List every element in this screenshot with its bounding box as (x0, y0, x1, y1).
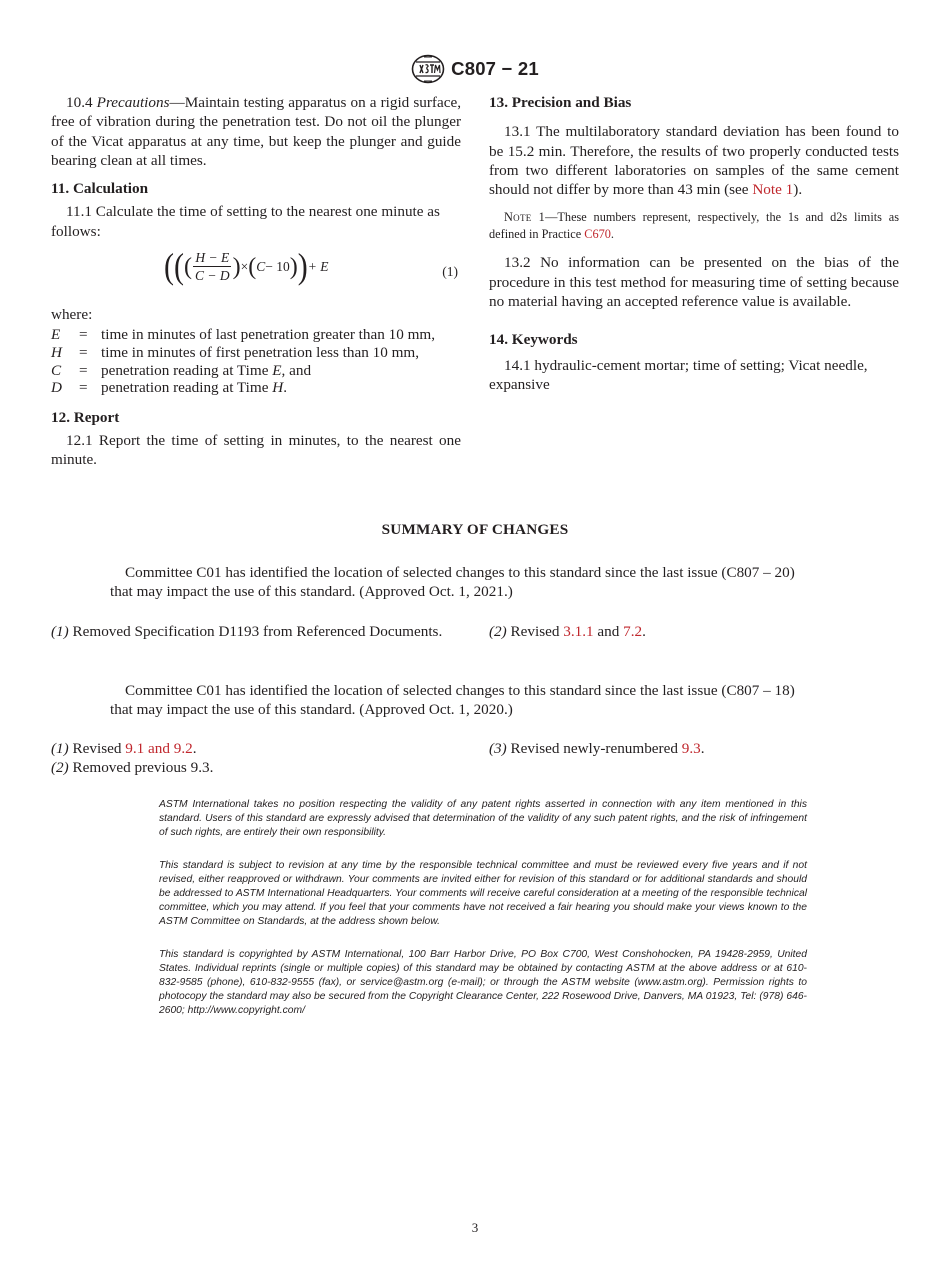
where-label: where: (51, 306, 93, 324)
committee-line: that may impact the use of this standard. (Approved Oct. 1, 2021.) (110, 583, 513, 601)
definition-text: time in minutes of last penetration greater than 10 mm, (101, 326, 436, 344)
equation-fraction (193, 249, 232, 284)
committee-line: Committee C01 has identified the location of selected changes to this standard since the last issue (C807 – 18) (125, 682, 795, 699)
link-9-3[interactable]: 9.3 (681, 740, 701, 757)
page-header (0, 52, 950, 86)
heading-report: 12. Report (51, 408, 120, 426)
change-item: (2) Revised 3.1.1 and 7.2. (489, 623, 646, 640)
paragraph-14-1: 14.1 hydraulic-cement mortar; time of setting; Vicat needle, expansive (489, 356, 868, 393)
definition-symbol: H (51, 343, 62, 361)
c670-link[interactable]: C670 (584, 227, 611, 242)
change-list-2021-left (51, 622, 461, 641)
equation-multiply: × (240, 258, 249, 274)
heading-precision-bias: 13. Precision and Bias (489, 94, 632, 111)
definition-symbol: C (51, 361, 62, 379)
equation-minus10: − 10 (265, 258, 290, 274)
change-list-2021-right (489, 622, 899, 641)
summary-of-changes-title: SUMMARY OF CHANGES (381, 521, 569, 538)
note-label: Note 1 (504, 210, 546, 225)
equation-body: ( ( ( $\frac{H - E}{C - D}$ ) × ( C − 10 ) ) + E (164, 246, 329, 286)
heading-calculation: 11. Calculation (51, 180, 149, 198)
right-column (489, 93, 899, 394)
equation-plus-e: + E (307, 258, 329, 274)
equation-1 (51, 243, 461, 299)
paragraph-13-1: 13.1 The multilaboratory standard deviation has been found to be 15.2 min. Therefore, the results of two properly conducted tests from two different laboratories on samples of the same cement should not differ by more than 43 min (see Note 1). (489, 123, 899, 199)
paragraph-11-1: 11.1 Calculate the time of setting to the nearest one minute as follows: (51, 203, 440, 240)
definition-equals: = (79, 343, 88, 361)
section-10-4 (51, 93, 461, 170)
definition-equals: = (79, 379, 88, 397)
section-number: 10.4 (66, 94, 93, 111)
definition-equals: = (79, 326, 88, 344)
equation-denominator: C − D (195, 268, 230, 284)
revision-notice: This standard is subject to revision at any time by the responsible technical committee and must be reviewed every five years and if not revised, either reapproved or withdrawn. Your comments are invited either for revision of this standard or for additional standards and should be addressed to ASTM International Headquarters. Your comments will receive careful consideration at a meeting of the responsible technical committee, which you may attend. If you feel that your comments have not received a fair hearing you should make your views known to the ASTM Committee on Standards, at the address shown below. (159, 860, 807, 927)
note-1-link[interactable]: Note 1 (752, 181, 794, 199)
definition-row (51, 362, 461, 380)
definition-row (51, 344, 461, 362)
section-text: —Maintain testing apparatus on a rigid surface, free of vibration during the penetration test. Do not oil the plunger of the Vicat apparatus at any time, but keep the plunger and guide bearing clean at all times. (51, 94, 461, 169)
heading-keywords: 14. Keywords (489, 331, 578, 349)
change-item: (3) Revised newly-renumbered 9.3. (489, 740, 705, 757)
definition-equals: = (79, 361, 88, 379)
definition-text: penetration reading at Time H. (101, 379, 288, 397)
page-number: 3 (471, 1220, 479, 1235)
definition-symbol: D (51, 379, 62, 397)
standard-designation: C807 − 21 (451, 58, 539, 79)
note-1: Note 1—These numbers represent, respectively, the 1s and d2s limits as defined in Practice C670. (489, 210, 899, 242)
committee-line: that may impact the use of this standard. (Approved Oct. 1, 2020.) (110, 701, 513, 719)
copyright-notice: This standard is copyrighted by ASTM International, 100 Barr Harbor Drive, PO Box C700, West Conshohocken, PA 19428-2959, United States. Individual reprints (single or multiple copies) of this standard may be obtained by contacting ASTM at the above address or at 610-832-9585 (phone), 610-832-9555 (fax), or service@astm.org (e-mail); or through the ASTM website (www.astm.org). Permission rights to photocopy the standard may also be secured from the Copyright Clearance Center, 222 Rosewood Drive, Danvers, MA 01923, Tel: (978) 646-2600; http://www.copyright.com/ (159, 949, 807, 1016)
link-9-1-9-2[interactable]: 9.1 and 9.2 (125, 740, 193, 757)
astm-logo-icon (411, 54, 445, 84)
definition-text: time in minutes of first penetration less than 10 mm, (101, 343, 420, 361)
definitions-list (51, 326, 461, 396)
equation-c: C (256, 258, 266, 274)
change-item: (1) Revised 9.1 and 9.2. (51, 740, 197, 757)
change-list-2020-right (489, 739, 899, 758)
change-item: (1) Removed Specification D1193 from Referenced Documents. (51, 623, 443, 640)
change-item: (2) Removed previous 9.3. (51, 759, 214, 777)
section-title: Precautions (96, 94, 170, 111)
definition-row (51, 326, 461, 344)
paragraph-12-1: 12.1 Report the time of setting in minutes, to the nearest one minute. (51, 432, 461, 469)
link-7-2[interactable]: 7.2 (623, 623, 643, 640)
definition-symbol: E (51, 326, 61, 344)
committee-statement-2020 (110, 681, 850, 720)
link-3-1-1[interactable]: 3.1.1 (563, 623, 594, 640)
definition-text: penetration reading at Time E, and (101, 361, 312, 379)
committee-line: Committee C01 has identified the location of selected changes to this standard since the last issue (C807 – 20) (125, 564, 795, 581)
left-column (51, 93, 461, 470)
patent-disclaimer: ASTM International takes no position respecting the validity of any patent rights asserted in connection with any item mentioned in this standard. Users of this standard are expressly advised that determination of the validity of any such patent rights, and the risk of infringement of such rights, are entirely their own responsibility. (159, 799, 807, 838)
change-list-2020-left (51, 739, 461, 778)
equation-number: (1) (442, 264, 458, 280)
equation-numerator: H − E (195, 250, 230, 266)
paragraph-13-2: 13.2 No information can be presented on the bias of the procedure in this test method for measuring time of setting because no material having an accepted reference value is available. (489, 254, 899, 311)
committee-statement-2021 (110, 563, 850, 602)
definition-row (51, 379, 461, 397)
